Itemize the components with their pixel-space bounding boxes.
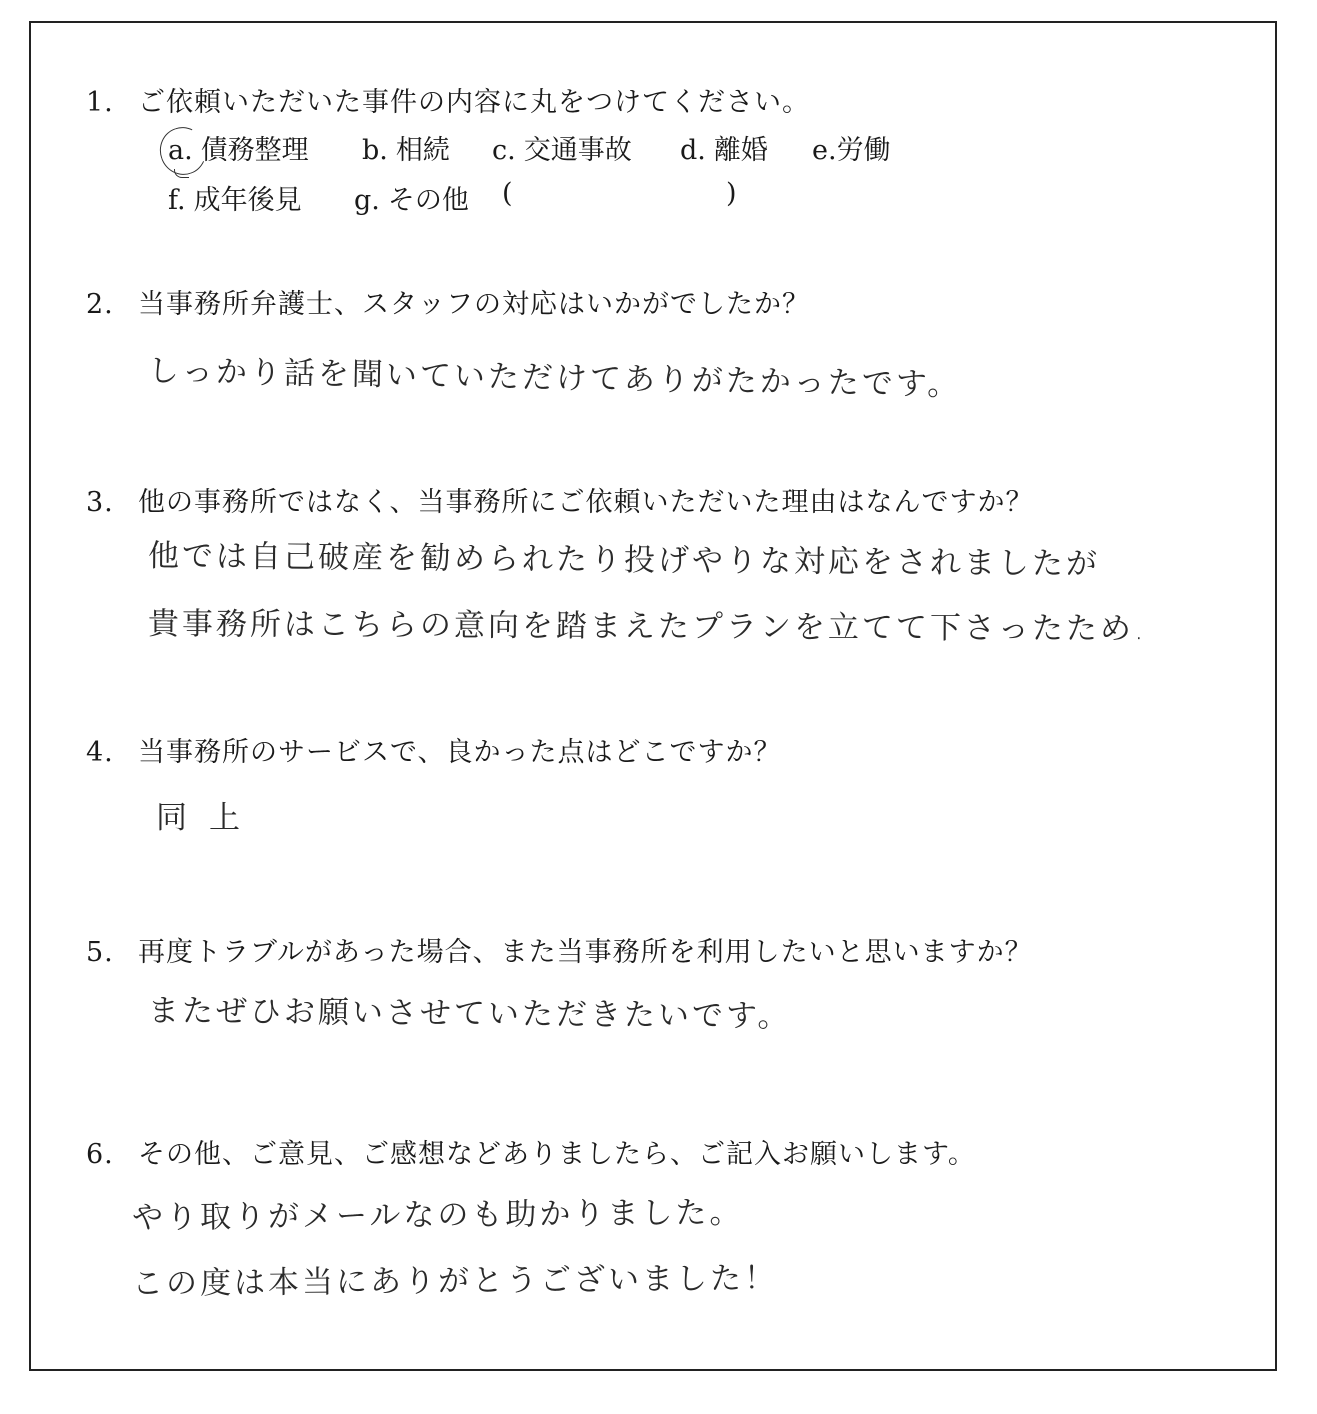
option-label: 離婚 (713, 135, 768, 166)
option-key: g. (354, 185, 380, 216)
option-c[interactable] (492, 128, 632, 167)
option-label: 債務整理 (200, 135, 309, 166)
question-text: 他の事務所ではなく、当事務所にご依頼いただいた理由はなんですか？ (138, 487, 1034, 518)
option-label: その他 (387, 185, 469, 216)
selection-circle-tail-icon (174, 169, 189, 178)
option-b[interactable] (362, 128, 450, 167)
option-g[interactable] (354, 178, 469, 217)
question-number: 6. (86, 1139, 114, 1170)
question-3 (86, 480, 1033, 519)
answer-q3-line1-handwritten: 他では自己破産を勧められたり投げやりな対応をされましたが (147, 538, 1101, 583)
question-5 (86, 930, 1033, 969)
question-1 (86, 80, 810, 119)
question-text: ご依頼いただいた事件の内容に丸をつけてください。 (138, 87, 810, 118)
answer-q5-handwritten: またぜひお願いさせていただきたいです。 (147, 993, 792, 1035)
answer-q6-line2-handwritten: この度は本当にありがとうございました！ (131, 1260, 779, 1302)
question-2 (86, 282, 810, 321)
question-text: その他、ご意見、ご感想などありましたら、ご記入お願いします。 (138, 1139, 976, 1170)
option-e[interactable] (812, 128, 891, 167)
question-number: 2. (86, 289, 114, 320)
option-label: 成年後見 (193, 185, 302, 216)
option-label: 労働 (836, 135, 891, 166)
question-number: 4. (86, 737, 114, 768)
question-text: 当事務所弁護士、スタッフの対応はいかがでしたか？ (138, 289, 810, 320)
option-key: c. (492, 135, 516, 166)
option-key-a-wrapper (168, 135, 201, 166)
question-text: 再度トラブルがあった場合、また当事務所を利用したいと思いますか？ (138, 937, 1033, 968)
question-number: 5. (86, 937, 114, 968)
answer-q6-line1-handwritten: やり取りがメールなのも助かりました。 (131, 1194, 744, 1236)
option-label: 交通事故 (523, 135, 632, 166)
option-key: a. (168, 135, 193, 166)
option-f[interactable] (168, 178, 302, 217)
option-label: 相続 (395, 135, 450, 166)
option-key: d. (680, 135, 706, 166)
case-type-options (0, 128, 1317, 218)
question-6 (86, 1132, 976, 1171)
option-a[interactable] (168, 128, 309, 167)
question-number: 3. (86, 487, 114, 518)
other-paren-open: ( (502, 178, 513, 209)
option-key: e. (812, 135, 837, 166)
question-4 (86, 730, 781, 769)
option-key: b. (362, 135, 388, 166)
answer-q2-handwritten: しっかり話を聞いていただけてありがたかったです。 (147, 353, 962, 404)
option-key: f. (168, 185, 186, 216)
answer-q4-handwritten: 同上 (156, 800, 262, 836)
question-number: 1. (86, 87, 114, 118)
other-paren-close: ) (726, 178, 737, 209)
option-d[interactable] (680, 128, 768, 167)
answer-q3-line2-handwritten: 貴事務所はこちらの意向を踏まえたプランを立てて下さったため. (147, 606, 1147, 648)
question-text: 当事務所のサービスで、良かった点はどこですか？ (138, 737, 782, 768)
